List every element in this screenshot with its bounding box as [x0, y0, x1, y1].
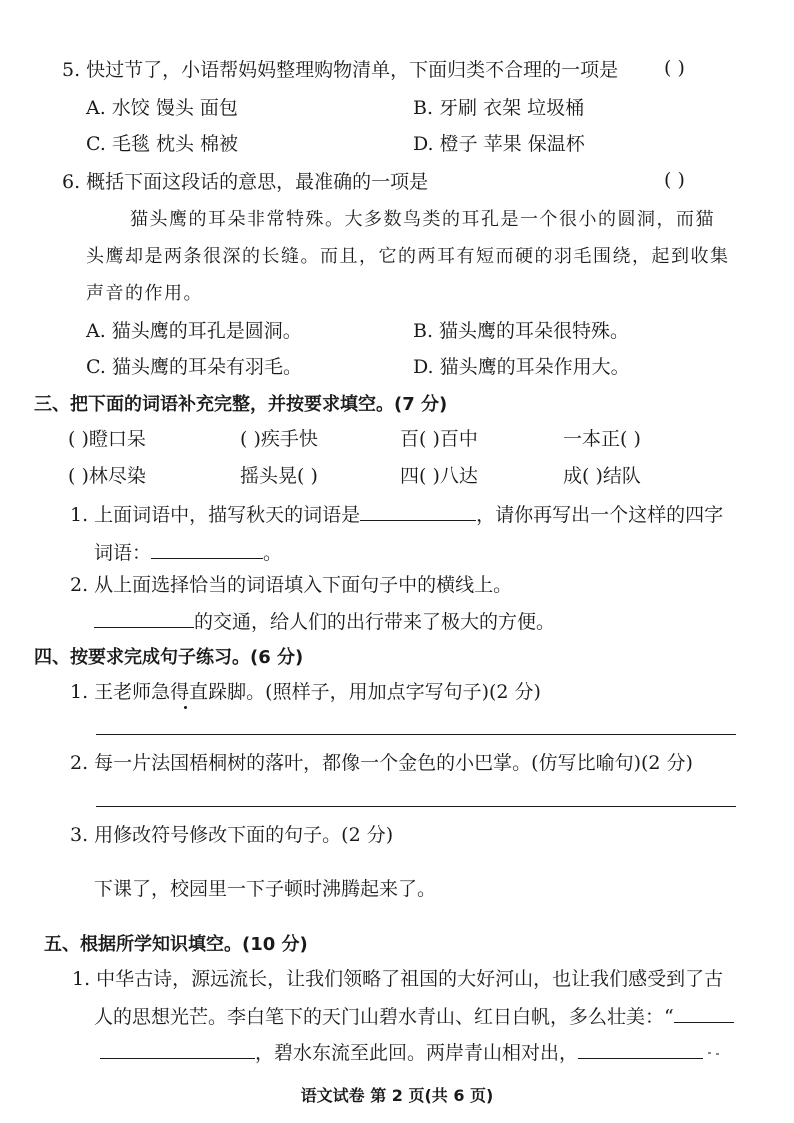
sec3-q1-text-a: 1. 上面词语中，描写秋天的词语是 [70, 504, 361, 526]
sec3-q1-line-2 [94, 538, 282, 566]
q6-passage-line-1: 猫头鹰的耳朵非常特殊。大多数鸟类的耳孔是一个很小的圆洞，而猫 [130, 209, 715, 230]
sec5-line-3 [100, 1038, 703, 1066]
sec3-q2-blank[interactable] [94, 607, 194, 628]
idiom-blank-1[interactable]: ( )瞪口呆 [68, 428, 146, 450]
idiom-blank-8[interactable]: 成( )结队 [563, 465, 641, 487]
sec3-q1-blank-autumn[interactable] [360, 500, 476, 521]
sec3-q1-text-c: 词语： [94, 542, 152, 564]
scan-speck [716, 1053, 719, 1055]
idiom-blank-2[interactable]: ( )疾手快 [240, 428, 318, 450]
page-footer: 语文试卷 第 2 页(共 6 页) [300, 1086, 494, 1105]
q5-option-a: A. 水饺 馒头 面包 [86, 97, 238, 119]
q5-option-d: D. 橙子 苹果 保温杯 [413, 133, 585, 155]
q6-option-b: B. 猫头鹰的耳朵很特殊。 [413, 320, 630, 342]
q6-option-d: D. 猫头鹰的耳朵作用大。 [413, 356, 630, 378]
idiom-blank-3[interactable]: 百( )百中 [400, 428, 478, 450]
idiom-blank-4[interactable]: 一本正( ) [563, 428, 641, 450]
q5-stem: 5. 快过节了，小语帮妈妈整理购物清单，下面归类不合理的一项是 [62, 59, 619, 81]
scan-speck [708, 1052, 711, 1054]
idiom-blank-6[interactable]: 摇头晃( ) [240, 465, 318, 487]
sec4-q1-answer-line[interactable] [96, 734, 736, 735]
sec4-q3: 3. 用修改符号修改下面的句子。(2 分) [70, 824, 394, 846]
emphasis-dot-mark [184, 706, 187, 709]
q6-passage-line-2: 头鹰却是两条很深的长缝。而且，它的两耳有短而硬的羽毛围绕，起到收集 [86, 246, 730, 267]
sec3-q1-text-b: ，请你再写出一个这样的四字 [476, 504, 724, 526]
sec5-blank-2[interactable] [100, 1038, 255, 1059]
q5-answer-parens[interactable]: ( ) [664, 57, 685, 79]
q6-option-c: C. 猫头鹰的耳朵有羽毛。 [86, 356, 302, 378]
sec5-line-2-text: 人的思想光芒。李白笔下的天门山碧水青山、红日白帆，多么壮美：“ [94, 1006, 674, 1028]
sec5-blank-3[interactable] [578, 1038, 703, 1059]
sec5-line-1: 1. 中华古诗，源远流长，让我们领略了祖国的大好河山，也让我们感受到了古 [72, 968, 724, 990]
sec3-q2-instruction: 2. 从上面选择恰当的词语填入下面句子中的横线上。 [70, 574, 513, 596]
idiom-blank-7[interactable]: 四( )八达 [400, 465, 478, 487]
section-3-title: 三、把下面的词语补充完整，并按要求填空。(7 分) [34, 394, 448, 415]
sec3-q1-text-d: 。 [263, 542, 283, 564]
q6-answer-parens[interactable]: ( ) [664, 169, 685, 191]
sec3-q1-line [70, 500, 723, 528]
q6-stem: 6. 概括下面这段话的意思，最准确的一项是 [62, 171, 429, 193]
sec3-q2-sentence [94, 607, 555, 635]
sec4-q1: 1. 王老师急得直跺脚。(照样子，用加点字写句子)(2 分) [70, 681, 541, 703]
sec5-line-3-text: ，碧水东流至此回。两岸青山相对出， [255, 1042, 579, 1064]
q5-option-b: B. 牙刷 衣架 垃圾桶 [413, 97, 585, 119]
sec3-q2-text: 的交通，给人们的出行带来了极大的方便。 [194, 611, 556, 633]
sec4-q2-answer-line[interactable] [96, 806, 736, 807]
q6-option-a: A. 猫头鹰的耳孔是圆洞。 [86, 320, 302, 342]
section-4-title: 四、按要求完成句子练习。(6 分) [34, 647, 304, 668]
sec3-q1-blank-extra[interactable] [151, 538, 263, 559]
sec4-q3-sentence[interactable]: 下课了，校园里一下子顿时沸腾起来了。 [94, 878, 437, 900]
q6-passage-line-3: 声音的作用。 [86, 283, 203, 304]
section-5-title: 五、根据所学知识填空。(10 分) [44, 934, 308, 955]
q5-option-c: C. 毛毯 枕头 棉被 [86, 133, 239, 155]
idiom-blank-5[interactable]: ( )林尽染 [68, 465, 146, 487]
sec5-blank-1[interactable] [674, 1002, 734, 1023]
sec5-line-2 [94, 1002, 734, 1030]
sec4-q2: 2. 每一片法国梧桐树的落叶，都像一个金色的小巴掌。(仿写比喻句)(2 分) [70, 752, 693, 774]
